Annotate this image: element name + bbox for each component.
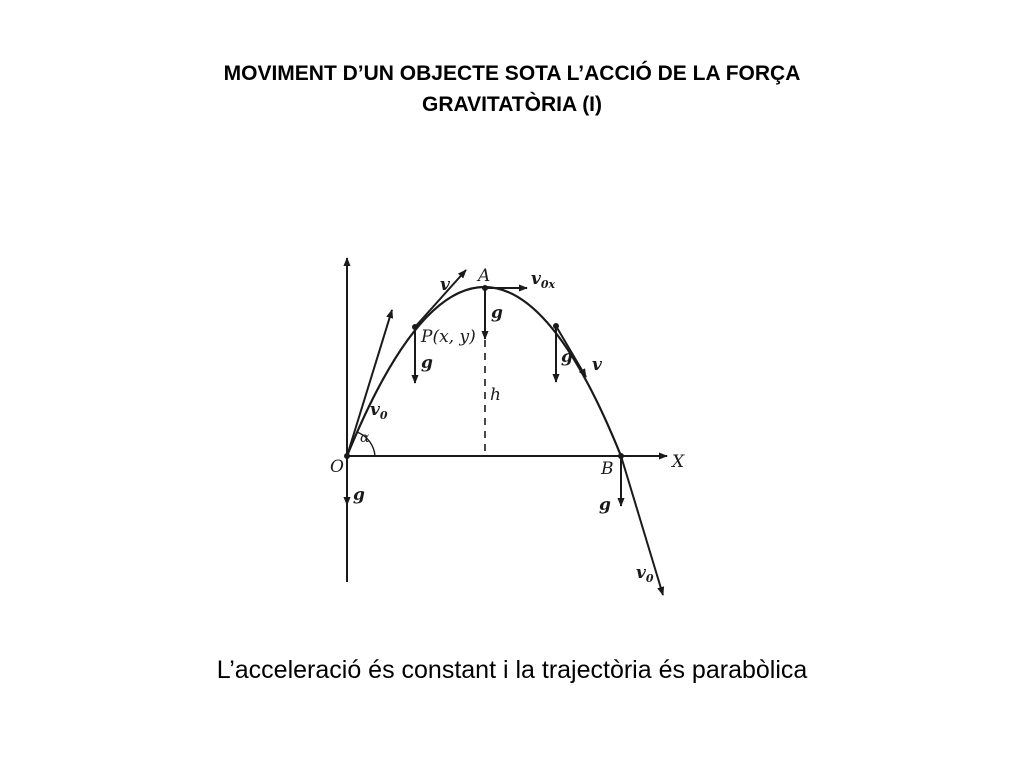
angle-label: α <box>360 430 370 446</box>
v0x-subscript: 0x <box>540 278 556 291</box>
gravity-label-right: g <box>561 347 573 367</box>
x-axis-label: X <box>672 452 685 472</box>
point-p-label: P(x, y) <box>421 327 476 347</box>
gravity-label-b: g <box>599 495 611 515</box>
v0x-label-a <box>531 269 556 291</box>
point-b-dot <box>618 453 624 459</box>
point-b-label: B <box>601 459 614 479</box>
height-label: h <box>490 385 501 405</box>
v0b-letter: v <box>636 563 646 583</box>
point-a-label: A <box>478 266 491 286</box>
title-line-2: GRAVITATÒRIA (I) <box>421 93 603 116</box>
v0-vector-origin <box>347 310 392 456</box>
caption: L’acceleració és constant i la trajectòria és parabòlica <box>216 656 808 684</box>
v0x-letter: v <box>531 269 541 289</box>
gravity-label-o: g <box>353 485 365 505</box>
velocity-label-p: v <box>440 275 450 295</box>
v0b-subscript: 0 <box>645 572 654 585</box>
velocity-label-right: v <box>592 355 602 375</box>
v0-subscript: 0 <box>379 409 388 422</box>
origin-label: O <box>330 457 344 477</box>
v0-label-b <box>636 563 654 585</box>
point-o-dot <box>344 453 350 459</box>
title-line-1: MOVIMENT D’UN OBJECTE SOTA L’ACCIÓ DE LA FORÇA <box>223 62 801 85</box>
point-right-dot <box>553 323 559 329</box>
v0-label-origin <box>370 400 388 422</box>
gravity-label-p: g <box>421 353 433 373</box>
gravity-label-a: g <box>491 303 503 323</box>
v0-letter: v <box>370 400 380 420</box>
point-p-dot <box>412 324 418 330</box>
